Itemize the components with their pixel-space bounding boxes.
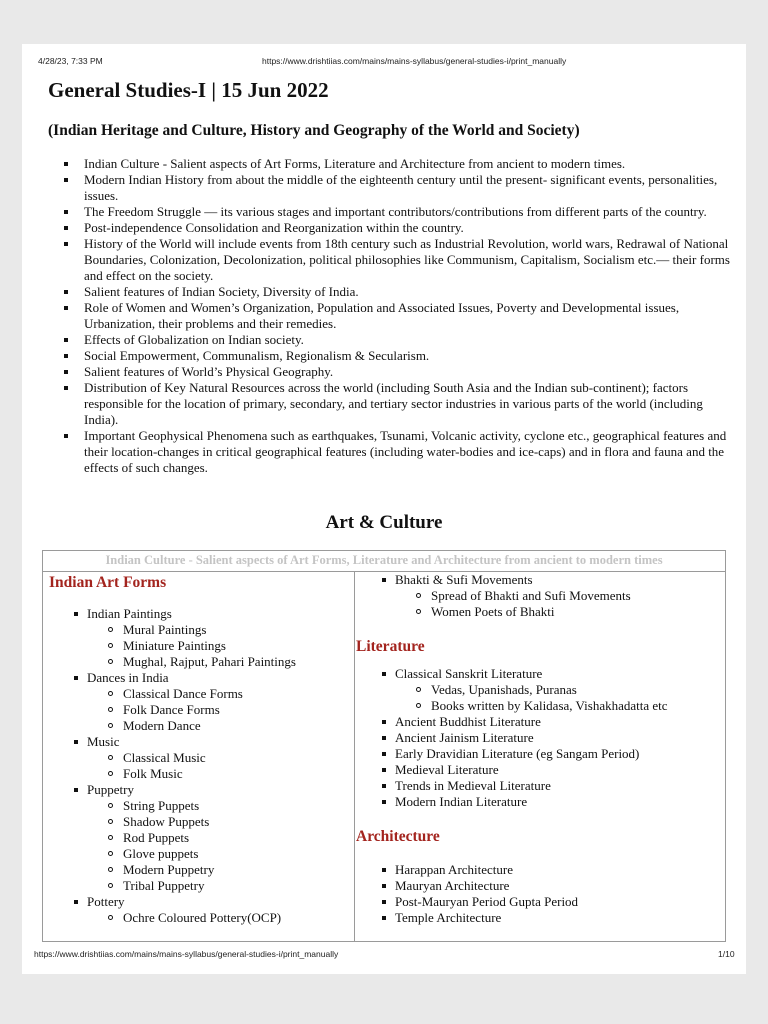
syllabus-item: Role of Women and Women’s Organization, Population and Associated Issues, Poverty and Developmental issues, Urbanization, their problems and their remedies. xyxy=(62,300,730,332)
syllabus-item: History of the World will include events from 18th century such as Industrial Revolution, world wars, Redrawal of National Boundaries, Colonization, Decolonization, political philosophies like Communism, Capitalism, Socialism etc.— their forms and effect on the society. xyxy=(62,236,730,284)
sub-list-item: String Puppets xyxy=(87,798,349,814)
list-item xyxy=(49,734,349,782)
list-item-label: Pottery xyxy=(87,894,125,909)
syllabus-item: Effects of Globalization on Indian society. xyxy=(62,332,730,348)
list-item xyxy=(49,606,349,670)
sub-list-item: Modern Dance xyxy=(87,718,349,734)
list-item-label: Indian Paintings xyxy=(87,606,172,621)
sub-list-item: Rod Puppets xyxy=(87,830,349,846)
sub-list-item: Ochre Coloured Pottery(OCP) xyxy=(87,910,349,926)
art-culture-table xyxy=(42,550,726,942)
sub-list-item: Vedas, Upanishads, Puranas xyxy=(395,682,723,698)
page-number: 1/10 xyxy=(718,949,735,959)
syllabus-item: Salient features of Indian Society, Diversity of India. xyxy=(62,284,730,300)
sub-list-item: Shadow Puppets xyxy=(87,814,349,830)
sub-list-item: Women Poets of Bhakti xyxy=(395,604,723,620)
print-footer-url: https://www.drishtiias.com/mains/mains-syllabus/general-studies-i/print_manually xyxy=(34,949,339,959)
syllabus-item: Distribution of Key Natural Resources across the world (including South Asia and the Indian sub-continent); factors responsible for the location of primary, secondary, and tertiary sector industries in various parts of the world (including India). xyxy=(62,380,730,428)
list-item xyxy=(357,666,723,714)
art-forms-list xyxy=(49,606,349,926)
list-item: Temple Architecture xyxy=(357,910,723,926)
page-subtitle: (Indian Heritage and Culture, History and Geography of the World and Society) xyxy=(48,122,580,139)
print-header-url: https://www.drishtiias.com/mains/mains-syllabus/general-studies-i/print_manually xyxy=(262,56,567,66)
sub-list-item: Books written by Kalidasa, Vishakhadatta etc xyxy=(395,698,723,714)
list-item xyxy=(49,670,349,734)
syllabus-list xyxy=(62,156,730,476)
syllabus-item: Indian Culture - Salient aspects of Art Forms, Literature and Architecture from ancient to modern times. xyxy=(62,156,730,172)
list-item: Post-Mauryan Period Gupta Period xyxy=(357,894,723,910)
list-item: Early Dravidian Literature (eg Sangam Period) xyxy=(357,746,723,762)
page-title: General Studies-I | 15 Jun 2022 xyxy=(48,78,329,102)
right-column xyxy=(357,572,723,926)
list-item: Mauryan Architecture xyxy=(357,878,723,894)
sub-list-item: Folk Dance Forms xyxy=(87,702,349,718)
literature-list xyxy=(357,666,723,810)
syllabus-item: Modern Indian History from about the middle of the eighteenth century until the present- significant events, personalities, issues. xyxy=(62,172,730,204)
list-item xyxy=(49,782,349,894)
list-item-label: Dances in India xyxy=(87,670,169,685)
list-item: Ancient Buddhist Literature xyxy=(357,714,723,730)
heading-literature: Literature xyxy=(356,638,425,655)
heading-architecture: Architecture xyxy=(356,828,440,845)
column-divider xyxy=(354,571,355,941)
sub-list-item: Classical Music xyxy=(87,750,349,766)
list-item-label: Classical Sanskrit Literature xyxy=(395,666,543,681)
list-item-label: Bhakti & Sufi Movements xyxy=(395,572,533,587)
sub-list-item: Classical Dance Forms xyxy=(87,686,349,702)
architecture-list xyxy=(357,862,723,926)
sub-list-item: Spread of Bhakti and Sufi Movements xyxy=(395,588,723,604)
list-item: Harappan Architecture xyxy=(357,862,723,878)
bhakti-list xyxy=(357,572,723,620)
list-item: Trends in Medieval Literature xyxy=(357,778,723,794)
list-item xyxy=(49,894,349,926)
list-item: Modern Indian Literature xyxy=(357,794,723,810)
heading-indian-art-forms: Indian Art Forms xyxy=(49,574,167,591)
list-item xyxy=(357,572,723,620)
sub-list-item: Tribal Puppetry xyxy=(87,878,349,894)
syllabus-item: Salient features of World’s Physical Geography. xyxy=(62,364,730,380)
section-heading-art-culture: Art & Culture xyxy=(325,512,443,533)
table-header: Indian Culture - Salient aspects of Art Forms, Literature and Architecture from ancient to modern times xyxy=(43,551,725,572)
list-item-label: Puppetry xyxy=(87,782,134,797)
sub-list-item: Miniature Paintings xyxy=(87,638,349,654)
sub-list-item: Modern Puppetry xyxy=(87,862,349,878)
list-item-label: Music xyxy=(87,734,120,749)
syllabus-item: Social Empowerment, Communalism, Regionalism & Secularism. xyxy=(62,348,730,364)
sub-list-item: Folk Music xyxy=(87,766,349,782)
sub-list-item: Glove puppets xyxy=(87,846,349,862)
print-datetime: 4/28/23, 7:33 PM xyxy=(38,56,103,66)
syllabus-item: Post-independence Consolidation and Reorganization within the country. xyxy=(62,220,730,236)
sub-list-item: Mural Paintings xyxy=(87,622,349,638)
sub-list-item: Mughal, Rajput, Pahari Paintings xyxy=(87,654,349,670)
syllabus-item: Important Geophysical Phenomena such as earthquakes, Tsunami, Volcanic activity, cyclone etc., geographical features and their location-changes in critical geographical features (including water-bodies and ice-caps) and in flora and fauna and the effects of such changes. xyxy=(62,428,730,476)
syllabus-item: The Freedom Struggle — its various stages and important contributors/contributions from different parts of the country. xyxy=(62,204,730,220)
list-item: Ancient Jainism Literature xyxy=(357,730,723,746)
list-item: Medieval Literature xyxy=(357,762,723,778)
left-column xyxy=(49,574,349,926)
